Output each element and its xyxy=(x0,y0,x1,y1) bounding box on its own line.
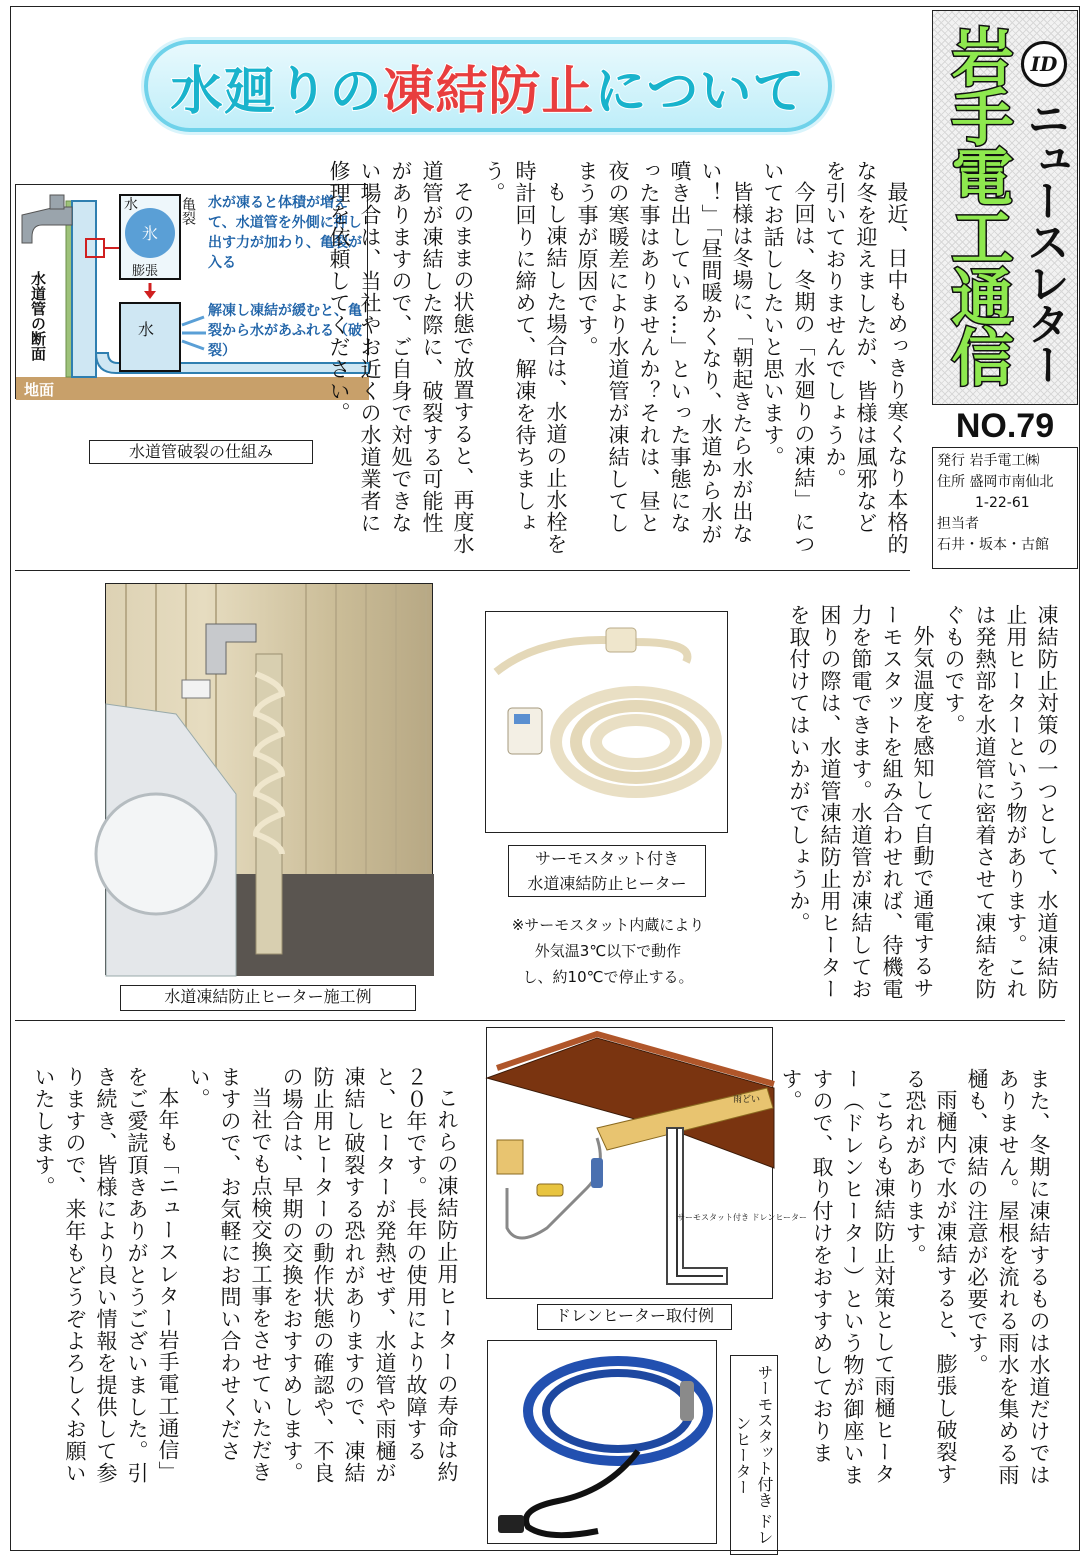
expand-label: 膨張 xyxy=(132,264,159,279)
staff-label: 担当者 xyxy=(937,516,979,532)
section3-paragraph: 本年も「ニュースレター岩手電工通信」をご愛読頂きありがとうございました。引き続き、皆様により良い情報を提供して参りますので、来年もどうぞよろしくお願いいたします。 xyxy=(32,1066,180,1484)
pipe-section-label: 水道管の断面 xyxy=(29,271,47,361)
crack-label: 亀裂 xyxy=(180,197,196,225)
section1-paragraph: 今回は、冬期の「水廻りの凍結」についてお話ししたいと思います。 xyxy=(761,160,816,555)
drain-heater-product-photo xyxy=(487,1340,717,1544)
heater-caption-line2: 水道凍結防止ヒーター xyxy=(527,874,687,893)
section1-paragraph: 皆様は冬場に、「朝起きたら水が出ない！」「昼間暖かくなり、水道から水が噴き出している…」といった事態になった事はありませんか？それは、昼と夜の寒暖差により水道管が凍結してしまう事が原因です。 xyxy=(575,160,754,546)
publisher: 岩手電工㈱ xyxy=(969,453,1040,469)
section2-paragraph: 凍結防止対策の一つとして、水道凍結防止用ヒーターという物があります。これは発熱部を水道管に密着させて凍結を防ぐものです。 xyxy=(942,604,1059,1000)
section3-right-text xyxy=(779,1068,1054,1498)
thermostat-note xyxy=(488,912,728,990)
newsletter-subtitle: ニュースレター xyxy=(1020,97,1070,384)
address-line1: 盛岡市南仙北 xyxy=(969,474,1054,490)
drain-heater-product-caption: サーモスタット付き ドレンヒーター xyxy=(730,1355,778,1555)
section2-text xyxy=(772,604,1062,1004)
water-top-label: 水 xyxy=(124,197,138,213)
drain-heater-label: サーモスタット付き ドレンヒーター xyxy=(677,1213,808,1222)
divider xyxy=(15,1020,1065,1021)
heater-installation-photo xyxy=(105,583,433,975)
section3-paragraph: 当社でも点検交換工事をさせていただきますので、お気軽にお問い合わせください。 xyxy=(187,1066,273,1483)
publisher-label: 発行 xyxy=(937,453,965,469)
installation-photo-caption: 水道凍結防止ヒーター施工例 xyxy=(120,985,416,1011)
installation-illustration xyxy=(106,584,434,976)
address-line2: 1-22-61 xyxy=(975,495,1030,511)
heater-caption-line1: サーモスタット付き xyxy=(534,849,679,868)
drain-heater-caption: ドレンヒーター取付例 xyxy=(537,1304,732,1330)
address-label: 住所 xyxy=(937,474,965,490)
publisher-box xyxy=(932,447,1078,569)
heater-coil-illustration xyxy=(486,612,729,834)
blue-heater-illustration xyxy=(488,1341,718,1545)
pipe-diagram-svg xyxy=(16,185,369,400)
section2-paragraph: 外気温度を感知して自動で通電するサーモスタットを組み合わせれば、待機電力を節電できます。水道管が凍結してお困りの際は、水道管凍結防止用ヒーターを取付けてはいかがでしょうか。 xyxy=(787,604,935,1000)
headline-part2: 凍結防止 xyxy=(382,61,595,122)
headline xyxy=(144,40,832,132)
headline-part1: 水廻りの xyxy=(170,61,383,122)
pipe-burst-diagram xyxy=(15,184,368,399)
section3-paragraph: これらの凍結防止用ヒーターの寿命は約２０年です。長年の使用により故障すると、ヒーターが発熱せず、水道管や雨樋が凍結し破裂する恐れがありますので、凍結防止用ヒーターの動作状態の確認や、不良の場合は、早期の交換をおすすめします。 xyxy=(280,1066,459,1484)
section3-paragraph: こちらも凍結防止対策として雨樋ヒーター（ドレンヒーター）という物が御座いますので、取り付けをおすすめしております。 xyxy=(779,1068,896,1486)
ice-label: 氷 xyxy=(142,224,159,243)
divider xyxy=(15,570,910,571)
issue-number: NO.79 xyxy=(955,407,1055,445)
newsletter-name: 岩手電工通信 xyxy=(941,25,1014,385)
water-bottom-label: 水 xyxy=(138,320,155,339)
note-line3: し、約10℃で停止する。 xyxy=(522,968,694,986)
drain-heater-example xyxy=(486,1027,808,1299)
section1-paragraph: 最近、日中もめっきり寒くなり本格的な冬を迎えましたが、皆様は風邪などを引いておりませんでしょうか。 xyxy=(823,160,909,555)
section3-paragraph: また、冬期に凍結するものは水道だけではありません。屋根を流れる雨水を集める雨樋も、凍結の注意が必要です。 xyxy=(965,1068,1051,1486)
note-line2: 外気温3℃以下で動作 xyxy=(534,942,682,960)
headline-part3: について xyxy=(594,61,806,122)
section3-left-text xyxy=(22,1066,462,1496)
drain-heater-illustration xyxy=(487,1028,808,1300)
ground-label: 地面 xyxy=(24,381,55,399)
section1-paragraph: そのままの状態で放置すると、再度水道管が凍結した際に、破裂する可能性がありますので、ご自身で対処できない場合は、当社やお近くの水道業者に修理を依頼してください。 xyxy=(327,160,475,555)
thermostat-heater-photo xyxy=(485,611,728,833)
diagram-caption: 水道管破裂の仕組み xyxy=(89,440,313,464)
section3-paragraph: 雨樋内で水が凍結すると、膨張し破裂する恐れがあります。 xyxy=(903,1068,958,1485)
heater-caption-box xyxy=(508,845,706,897)
gutter-label: 雨どい xyxy=(733,1095,761,1105)
staff: 石井・坂本・古館 xyxy=(937,537,1049,553)
company-logo: ID xyxy=(1021,41,1067,87)
freeze-explanation: 水が凍ると体積が増えて、水道管を外側に押し出す力が加わり、亀裂が入る xyxy=(208,195,362,271)
masthead xyxy=(932,10,1078,405)
section1-paragraph: もし凍結した場合は、水道の止水栓を時計回りに締めて、解凍を待ちましょう。 xyxy=(482,160,568,555)
thaw-explanation: 解凍し凍結が緩むと、亀裂から水があふれる（破裂） xyxy=(208,303,362,359)
section1-text xyxy=(327,160,912,555)
note-line1: ※サーモスタット内蔵により xyxy=(511,916,705,934)
